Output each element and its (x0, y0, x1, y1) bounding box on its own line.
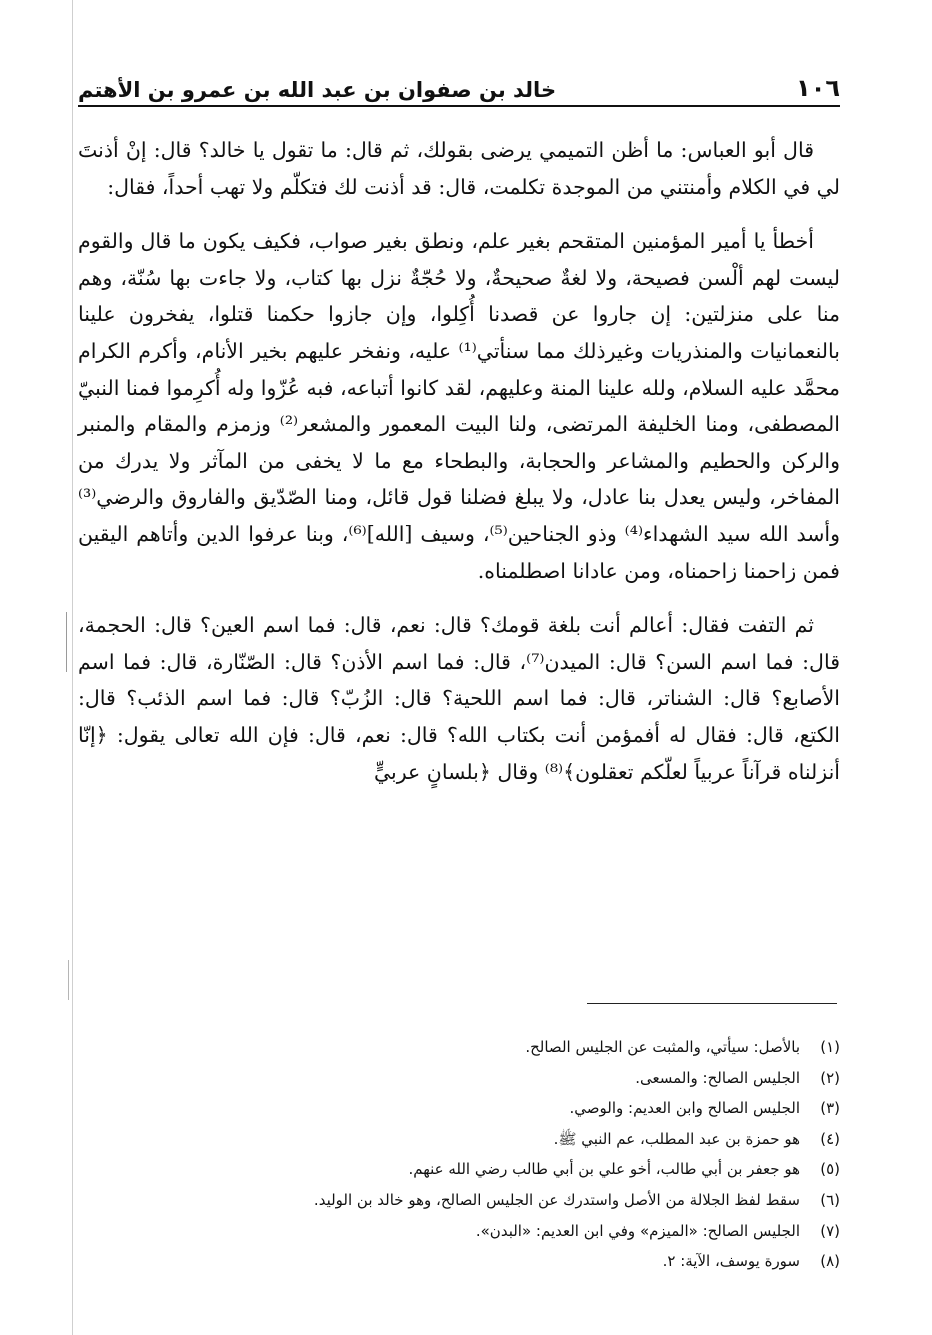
footnote (110, 1216, 840, 1247)
footnote-text: سورة يوسف، الآية: ٢. (662, 1252, 800, 1271)
footnote-number: (٥) (820, 1160, 840, 1179)
footnote (110, 1185, 840, 1216)
footnote-text: بالأصل: سيأتي، والمثبت عن الجليس الصالح. (525, 1038, 800, 1056)
header-rule (78, 105, 840, 107)
footnote (110, 1154, 840, 1185)
running-header (78, 62, 840, 102)
footnote-text: الجليس الصالح وابن العديم: والوصي. (569, 1099, 800, 1118)
scan-mark (66, 612, 67, 672)
main-text (78, 132, 840, 808)
footnote (110, 1032, 840, 1063)
footnote (110, 1124, 840, 1155)
footnote (110, 1246, 840, 1277)
running-title: خالد بن صفوان بن عبد الله بن عمرو بن الأهتم (78, 78, 557, 102)
footnote (110, 1093, 840, 1124)
footnote-number: (٧) (820, 1221, 840, 1240)
footnote-text: هو جعفر بن أبي طالب، أخو علي بن أبي طالب رضي الله عنهم. (408, 1160, 800, 1179)
paragraph: قال أبو العباس: ما أظن التميمي يرضى بقولك، ثم قال: ما تقول يا خالد؟ قال: إنْ أذنتَ لي في الكلام وأمنتني من الموجدة تكلمت، قال: قد أذنت لك فتكلّم ولا تهب أحداً، فقال: (78, 138, 840, 199)
footnote-text: هو حمزة بن عبد المطلب، عم النبي ﷺ. (553, 1129, 800, 1148)
footnote-text: الجليس الصالح: والمسعى. (635, 1068, 800, 1087)
footnote-number: (٦) (820, 1190, 840, 1209)
paragraph: أخطأ يا أمير المؤمنين المتقحم بغير علم، ونطق بغير صواب، فكيف يكون ما قال والقوم ليست لهم ألْسن فصيحة، ولا لغةٌ صحيحةٌ، ولا حُجّةٌ نزل بها كتاب، ولا جاءت بها سُنّة، وهم منا على منزلتين: إن جاروا عن قصدنا أُكِلوا، وإن جازوا حكمنا قتلوا، يفخرون علينا بالنعمانيات والمنذريات وغيرذلك مما سنأتي⁽¹⁾ عليه، ونفخر عليهم بخير الأنام، وأكرم الكرام محمَّد عليه السلام، ولله علينا المنة وعليهم، لقد كانوا أتباعه، فبه عُزّوا وله أُكرِموا فمنا النبيّ المصطفى، ومنا الخليفة المرتضى، ولنا البيت المعمور والمشعر⁽²⁾ وزمزم والمقام والمنبر والركن والحطيم والمشاعر والحجابة، والبطحاء مع ما لا يخفى من المآثر ولا يدرك من المفاخر، وليس يعدل بنا عادل، ولا يبلغ فضلنا قول قائل، ومنا الصّدّيق والفاروق والرضي⁽³⁾ وأسد الله سيد الشهداء⁽⁴⁾ وذو الجناحين⁽⁵⁾، وسيف [الله]⁽⁶⁾، وبنا عرفوا الدين وأتاهم اليقين فمن زاحمنا زاحمناه، ومن عادانا اصطلمناه. (78, 229, 841, 583)
footnotes (110, 1032, 840, 1277)
footnote (110, 1063, 840, 1094)
footnote-number: (٢) (820, 1068, 840, 1087)
scan-edge-line (72, 0, 73, 1335)
footnote-number: (٤) (820, 1129, 840, 1148)
footnote-text: الجليس الصالح: «الميزم» وفي ابن العديم: «البدن». (475, 1221, 800, 1240)
footnote-number: (١) (820, 1038, 840, 1056)
paragraph: ثم التفت فقال: أعالم أنت بلغة قومك؟ قال: نعم، قال: فما اسم العين؟ قال: الحجمة، قال: فما اسم السن؟ قال: الميدن⁽⁷⁾، قال: فما اسم الأذن؟ قال: الصّنّارة، قال: فما اسم الأصابع؟ قال: الشناتر، قال: فما اسم اللحية؟ قال: الزُبّ؟ قال: فما اسم الذئب؟ قال: الكتع، قال: فقال له أفمؤمن أنت بكتاب الله؟ قال: نعم، قال: فإن الله تعالى يقول: ﴿إنّا أنزلناه قرآناً عربياً لعلّكم تعقلون﴾⁽⁸⁾ وقال ﴿بلسانٍ عربيٍّ (78, 613, 841, 784)
footnote-text: سقط لفظ الجلالة من الأصل واستدرك عن الجليس الصالح، وهو خالد بن الوليد. (313, 1190, 800, 1209)
page-number: ١٠٦ (796, 74, 840, 102)
footnote-number: (٣) (820, 1099, 840, 1118)
footnote-number: (٨) (820, 1252, 840, 1271)
footnote-separator (587, 1003, 837, 1004)
scan-mark (68, 960, 69, 1000)
